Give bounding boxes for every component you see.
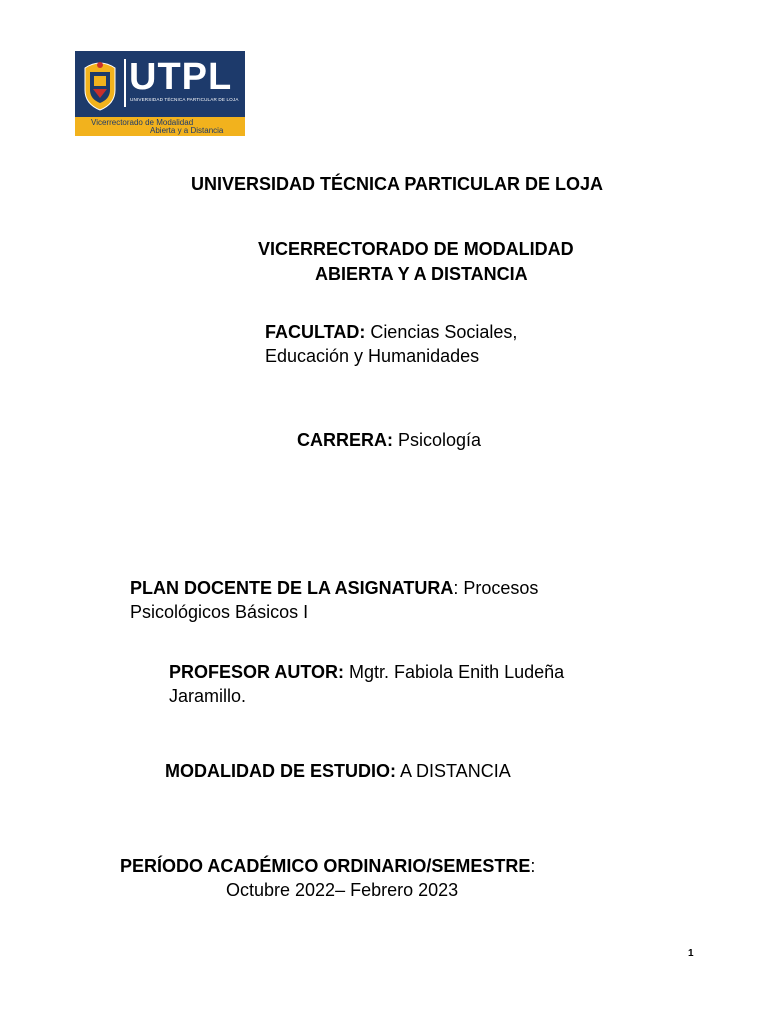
period-value: Octubre 2022– Febrero 2023 [226, 880, 459, 900]
professor-line1 [169, 660, 564, 684]
plan-label: PLAN DOCENTE DE LA ASIGNATURA [130, 578, 454, 598]
faculty-label: FACULTAD: [265, 322, 366, 342]
modality-value: A DISTANCIA [396, 761, 511, 781]
utpl-logo [75, 51, 245, 136]
logo-banner [75, 51, 245, 117]
plan-value-1: : Procesos [453, 578, 539, 598]
period-label: PERÍODO ACADÉMICO ORDINARIO/SEMESTRE [120, 856, 531, 876]
career-label: CARRERA: [297, 430, 393, 450]
professor-value-2: Jaramillo. [169, 686, 247, 706]
professor-value-1: Mgtr. Fabiola Enith Ludeña [344, 662, 565, 682]
period-line1 [120, 854, 535, 878]
logo-divider [124, 59, 126, 107]
faculty-line1 [265, 320, 517, 344]
logo-wordmark: UTPL [129, 56, 233, 98]
logo-subtitle: UNIVERSIDAD TÉCNICA PARTICULAR DE LOJA [130, 97, 239, 102]
faculty-value-1: Ciencias Sociales, [365, 322, 518, 342]
modality-line [165, 759, 511, 783]
career-line [297, 428, 481, 452]
vice-rectorate-line1: VICERRECTORADO DE MODALIDAD [258, 239, 574, 259]
modality-label: MODALIDAD DE ESTUDIO: [165, 761, 396, 781]
faculty-value-2: Educación y Humanidades [265, 346, 480, 366]
career-value: Psicología [393, 430, 482, 450]
logo-tagline-2: Abierta y a Distancia [150, 126, 224, 135]
logo-tagline-1: Vicerrectorado de Modalidad [91, 118, 194, 127]
plan-line1 [130, 576, 538, 600]
plan-value-2: Psicológicos Básicos I [130, 602, 309, 622]
professor-label: PROFESOR AUTOR: [169, 662, 345, 682]
university-title: UNIVERSIDAD TÉCNICA PARTICULAR DE LOJA [191, 174, 604, 194]
university-seal-icon [81, 56, 119, 112]
vice-rectorate-line2: ABIERTA Y A DISTANCIA [315, 264, 528, 284]
page-number: 1 [688, 948, 694, 959]
period-sep: : [530, 856, 536, 876]
